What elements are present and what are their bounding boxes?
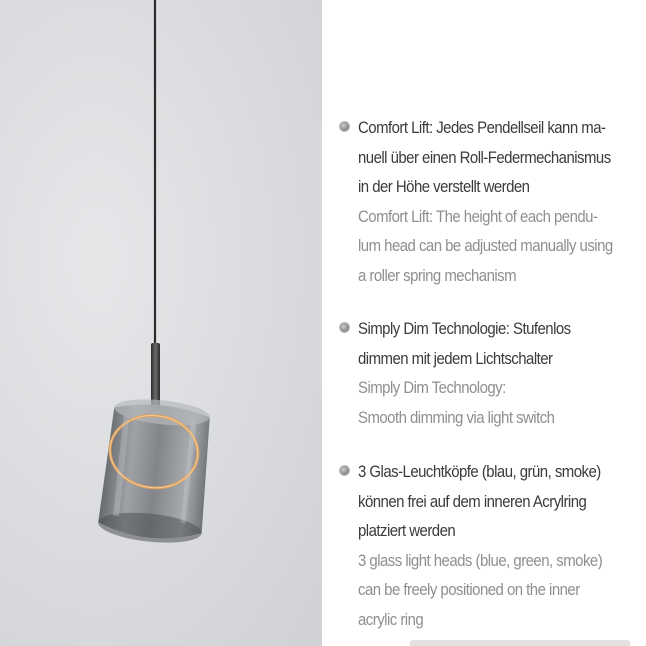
feature-en-line: 3 glass light heads (blue, green, smoke) <box>358 550 603 570</box>
feature-item-glass-heads <box>340 457 640 634</box>
feature-de-line: Simply Dim Technologie: Stufenlos <box>358 319 571 338</box>
feature-text <box>358 314 606 432</box>
feature-en-line: Simply Dim Technology: <box>358 378 506 397</box>
bullet-icon <box>340 323 349 332</box>
feature-panel <box>322 0 646 646</box>
feature-text <box>358 113 613 290</box>
feature-en-line: a roller spring mechanism <box>358 265 517 285</box>
pendant-lamp-photo-icon <box>0 0 322 646</box>
feature-en-line: can be freely positioned on the inner <box>358 580 580 599</box>
bullet-icon <box>340 122 349 131</box>
feature-de-line: 3 Glas-Leuchtköpfe (blau, grün, smoke) <box>358 462 601 481</box>
feature-de-line: können frei auf dem inneren Acrylring <box>358 491 587 511</box>
bullet-icon <box>340 466 349 475</box>
glass-shade <box>97 395 215 547</box>
feature-en-line: acrylic ring <box>358 609 424 629</box>
feature-en-line: Comfort Lift: The height of each pendu- <box>358 206 598 226</box>
feature-de-line: platziert werden <box>358 521 456 540</box>
feature-en-line: lum head can be adjusted manually using <box>358 236 613 255</box>
feature-text <box>358 457 606 634</box>
feature-de-line: dimmen mit jedem Lichtschalter <box>358 348 553 368</box>
feature-de-line: Comfort Lift: Jedes Pendellseil kann ma- <box>358 118 606 137</box>
feature-en-line: Smooth dimming via light switch <box>358 407 555 427</box>
feature-item-comfort-lift <box>340 113 640 290</box>
product-photo <box>0 0 322 646</box>
feature-de-line: in der Höhe verstellt werden <box>358 177 530 196</box>
feature-item-simply-dim <box>340 314 640 432</box>
feature-de-line: nuell über einen Roll-Federmechanismus <box>358 147 611 167</box>
next-image-preview <box>410 640 630 646</box>
